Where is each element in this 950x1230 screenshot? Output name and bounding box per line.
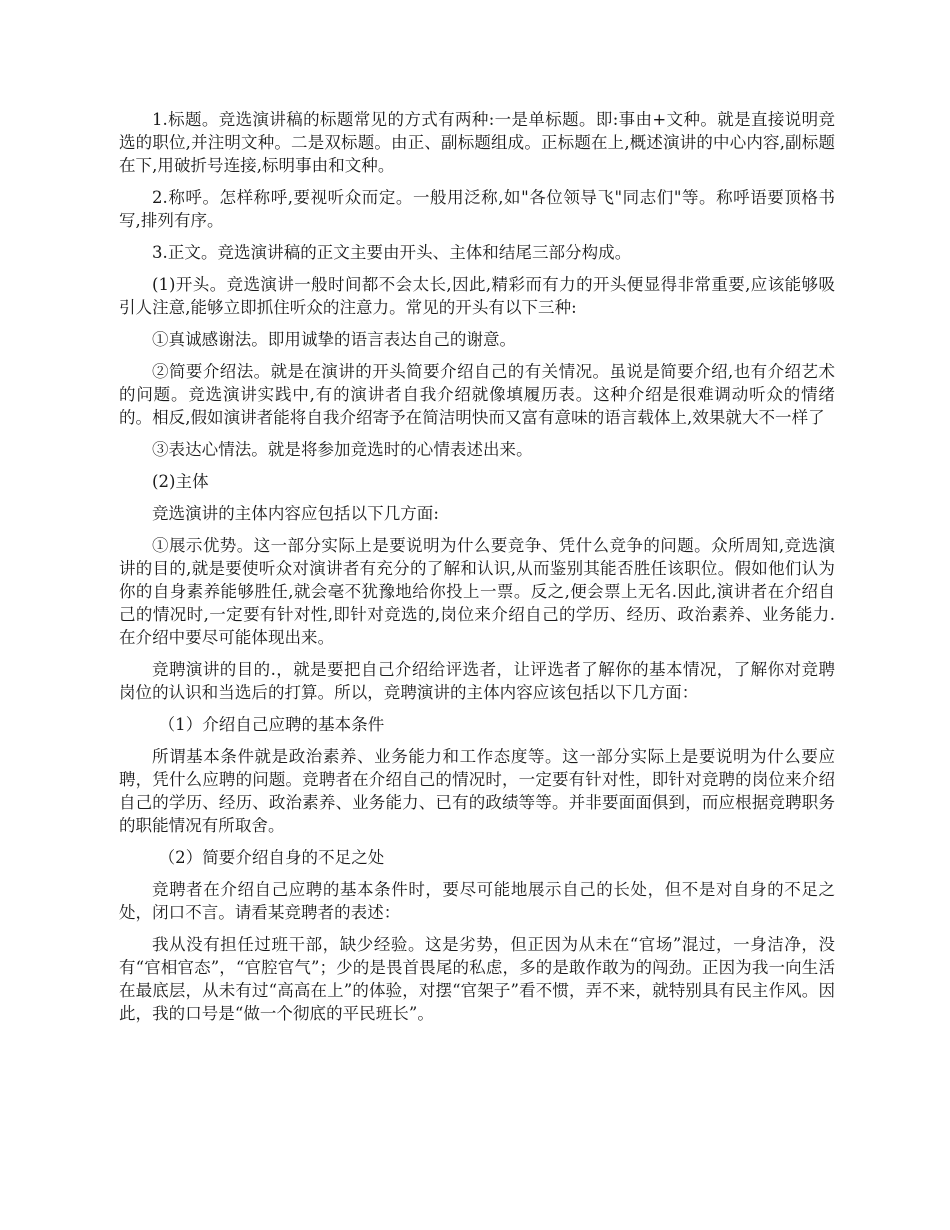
paragraph-basic-conditions: 所谓基本条件就是政治素养、业务能力和工作态度等。这一部分实际上是要说明为什么要应聘，凭什么应聘的问题。竞聘者在介绍自己的情况时，一定要有针对性，即针对竞聘的岗位来介绍自己的学历、经历、政治素养、业务能力、已有的政绩等等。并非要面面俱到，而应根据竞聘职务的职能情况有所取舍。 [119, 747, 835, 835]
paragraph-purpose: 竞聘演讲的目的.，就是要把自己介绍给评选者，让评选者了解你的基本情况，了解你对竞聘岗位的认识和当选后的打算。所以，竞聘演讲的主体内容应该包括以下几方面： [119, 660, 835, 702]
paragraph-show-advantages: ①展示优势。这一部分实际上是要说明为什么要竞争、凭什么竞争的问题。众所周知,竞选演讲的目的,就是要使听众对演讲者有充分的了解和认识,从而鉴别其能否胜任该职位。假如他们认为你的自身素养能够胜任,就会毫不犹豫地给你投上一票。反之,便会票上无名.因此,演讲者在介绍自己的情况时,一定要有针对性,即针对竞选的,岗位来介绍自己的学历、经历、政治素养、业务能力.在介绍中要尽可能体现出来。 [119, 536, 835, 647]
paragraph-opening: (1)开头。竞选演讲一般时间都不会太长,因此,精彩而有力的开头便显得非常重要,应该能够吸引人注意,能够立即抓住听众的注意力。常见的开头有以下三种: [119, 275, 835, 317]
paragraph-salutation-section: 2.称呼。怎样称呼,要视听众而定。一般用泛称,如"各位领导飞"同志们"等。称呼语要顶格书写,排列有序。 [119, 188, 835, 230]
document-page [119, 108, 835, 1034]
paragraph-main-body-heading: (2)主体 [152, 472, 209, 491]
paragraph-subheading-conditions: （1）介绍自己应聘的基本条件 [158, 715, 385, 734]
paragraph-example-statement: 我从没有担任过班干部，缺少经验。这是劣势，但正因为从未在“官场”混过，一身洁净，没有“官相官态”，“官腔官气”；少的是畏首畏尾的私虑，多的是敢作敢为的闯劲。正因为我一向生活在最底层，从未有过“高高在上”的体验，对摆“官架子”看不惯，弄不来，就特别具有民主作风。因此，我的口号是“做一个彻底的平民班长”。 [119, 935, 835, 1023]
paragraph-method-thanks: ①真诚感谢法。即用诚挚的语言表达自己的谢意。 [152, 330, 517, 349]
paragraph-body-section: 3.正文。竞选演讲稿的正文主要由开头、主体和结尾三部分构成。 [152, 243, 632, 262]
paragraph-title-section: 1.标题。竞选演讲稿的标题常见的方式有两种:一是单标题。即:事由+文种。就是直接说明竞选的职位,并注明文种。二是双标题。由正、副标题组成。正标题在上,概述演讲的中心内容,副标题在下,用破折号连接,标明事由和文种。 [119, 110, 835, 175]
paragraph-shortcomings: 竞聘者在介绍自己应聘的基本条件时，要尽可能地展示自己的长处，但不是对自身的不足之处，闭口不言。请看某竞聘者的表述： [119, 880, 835, 922]
paragraph-subheading-shortcomings: （2）简要介绍自身的不足之处 [158, 848, 385, 867]
paragraph-main-body-intro: 竞选演讲的主体内容应包括以下几方面: [152, 504, 439, 523]
paragraph-method-intro: ②简要介绍法。就是在演讲的开头简要介绍自己的有关情况。虽说是简要介绍,也有介绍艺术的问题。竞选演讲实践中,有的演讲者自我介绍就像填履历表。这种介绍是很难调动听众的情绪的。相反,假如演讲者能将自我介绍寄予在简洁明快而又富有意味的语言载体上,效果就大不一样了 [119, 362, 835, 427]
paragraph-method-feelings: ③表达心情法。就是将参加竞选时的心情表述出来。 [152, 440, 533, 459]
